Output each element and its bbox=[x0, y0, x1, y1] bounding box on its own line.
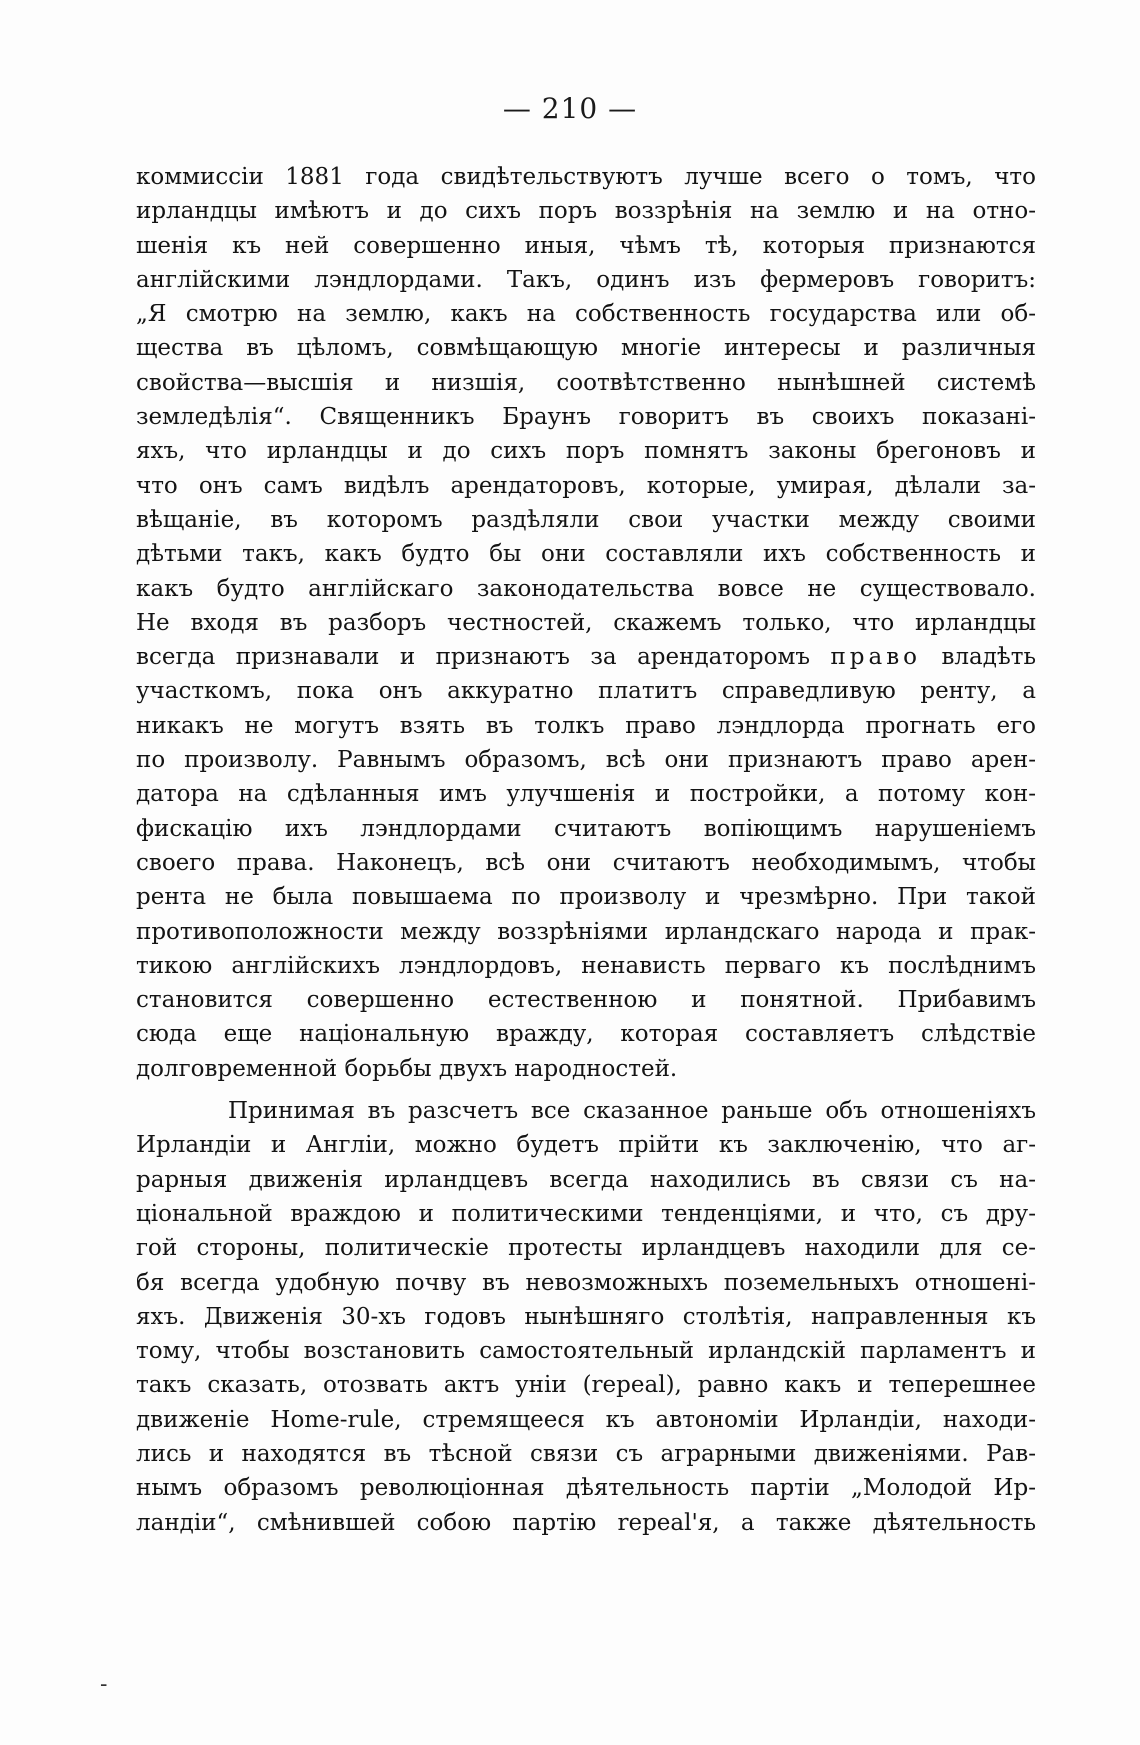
page-number: — 210 — bbox=[502, 92, 638, 125]
text-line: по произволу. Равнымъ образомъ, всѣ они признаютъ право арен- bbox=[136, 747, 1036, 774]
text-line: долговременной борьбы двухъ народностей. bbox=[136, 1055, 678, 1082]
text-line: дѣтьми такъ, какъ будто бы они составляли ихъ собственность и bbox=[136, 541, 1036, 568]
text-line: бя всегда удобную почву въ невозможныхъ поземельныхъ отношені- bbox=[136, 1269, 1036, 1296]
text-line: гой стороны, политическіе протесты ирландцевъ находили для се- bbox=[136, 1235, 1036, 1262]
line-head: всегда признавали и признаютъ за арендаторомъ bbox=[136, 644, 810, 671]
text-line: коммиссіи 1881 года свидѣтельствуютъ лучше всего о томъ, что bbox=[136, 164, 1036, 190]
text-line-emphasis bbox=[136, 640, 1036, 674]
text-line: ландіи“, смѣнившей собою партію repeal'я, а также дѣятельность bbox=[136, 1509, 1036, 1536]
paragraph-1 bbox=[136, 160, 1036, 1086]
text-line: нымъ образомъ революціонная дѣятельность партіи „Молодой Ир- bbox=[136, 1475, 1036, 1502]
paragraph-gap bbox=[136, 1086, 1036, 1094]
text-line: рента не была повышаема по произволу и чрезмѣрно. При такой bbox=[136, 884, 1036, 911]
text-line: Не входя въ разборъ честностей, скажемъ только, что ирландцы bbox=[136, 609, 1036, 636]
text-line: тикою англійскихъ лэндлордовъ, ненависть перваго къ послѣднимъ bbox=[136, 952, 1036, 979]
paragraph-2 bbox=[136, 1094, 1036, 1540]
text-line: англійскими лэндлордами. Такъ, одинъ изъ фермеровъ говоритъ: bbox=[136, 266, 1036, 293]
text-line: ціональной враждою и политическими тенденціями, и что, съ дру- bbox=[136, 1200, 1036, 1227]
text-line: датора на сдѣланныя имъ улучшенія и постройки, а потому кон- bbox=[136, 781, 1036, 808]
text-line: своего права. Наконецъ, всѣ они считаютъ необходимымъ, чтобы bbox=[136, 849, 1036, 876]
text-line: яхъ, что ирландцы и до сихъ поръ помнятъ законы брегоновъ и bbox=[136, 438, 1036, 465]
text-line: шенія къ ней совершенно иныя, чѣмъ тѣ, которыя признаются bbox=[136, 232, 1036, 259]
text-line: земледѣлія“. Священникъ Браунъ говоритъ въ своихъ показані- bbox=[136, 404, 1036, 431]
text-line: какъ будто англійскаго законодательства вовсе не существовало. bbox=[136, 575, 1036, 602]
text-line: движеніе Home-rule, стремящееся къ автономіи Ирландіи, находи- bbox=[136, 1406, 1036, 1433]
text-line: становится совершенно естественною и понятной. Прибавимъ bbox=[136, 987, 1036, 1014]
text-line: тому, чтобы возстановить самостоятельный ирландскій парламентъ и bbox=[136, 1338, 1036, 1365]
text-line: что онъ самъ видѣлъ арендаторовъ, которые, умирая, дѣлали за- bbox=[136, 472, 1036, 499]
text-line: рарныя движенія ирландцевъ всегда находились въ связи съ на- bbox=[136, 1166, 1036, 1193]
body-text bbox=[136, 160, 1036, 1540]
text-line: никакъ не могутъ взять въ толкъ право лэндлорда прогнать его bbox=[136, 712, 1036, 739]
text-line: вѣщаніе, въ которомъ раздѣляли свои участки между своими bbox=[136, 506, 1036, 533]
text-line: Ирландіи и Англіи, можно будетъ прійти къ заключенію, что аг- bbox=[136, 1132, 1036, 1159]
margin-mark: - bbox=[100, 1672, 108, 1697]
text-line: яхъ. Движенія 30-хъ годовъ нынѣшняго столѣтія, направленныя къ bbox=[136, 1303, 1036, 1330]
text-line: „Я смотрю на землю, какъ на собственность государства или об- bbox=[136, 301, 1036, 328]
text-line: такъ сказать, отозвать актъ уніи (repeal), равно какъ и теперешнее bbox=[136, 1372, 1036, 1399]
text-line: лись и находятся въ тѣсной связи съ аграрными движеніями. Рав- bbox=[136, 1440, 1036, 1467]
text-line: фискацію ихъ лэндлордами считаютъ вопіющимъ нарушеніемъ bbox=[136, 815, 1036, 842]
text-line: сюда еще національную вражду, которая составляетъ слѣдствіе bbox=[136, 1021, 1036, 1048]
line-tail: владѣть bbox=[941, 644, 1036, 671]
text-line: свойства—высшія и низшія, соотвѣтственно нынѣшней системѣ bbox=[136, 369, 1036, 396]
spaced-word: право bbox=[830, 644, 922, 671]
text-line: щества въ цѣломъ, совмѣщающую многіе интересы и различныя bbox=[136, 335, 1036, 362]
text-line: Принимая въ разсчетъ все сказанное раньше объ отношеніяхъ bbox=[228, 1098, 1036, 1125]
text-line: противоположности между воззрѣніями ирландскаго народа и прак- bbox=[136, 918, 1036, 945]
text-line: участкомъ, пока онъ аккуратно платитъ справедливую ренту, а bbox=[136, 678, 1036, 705]
text-line: ирландцы имѣютъ и до сихъ поръ воззрѣнія на землю и на отно- bbox=[136, 198, 1036, 225]
